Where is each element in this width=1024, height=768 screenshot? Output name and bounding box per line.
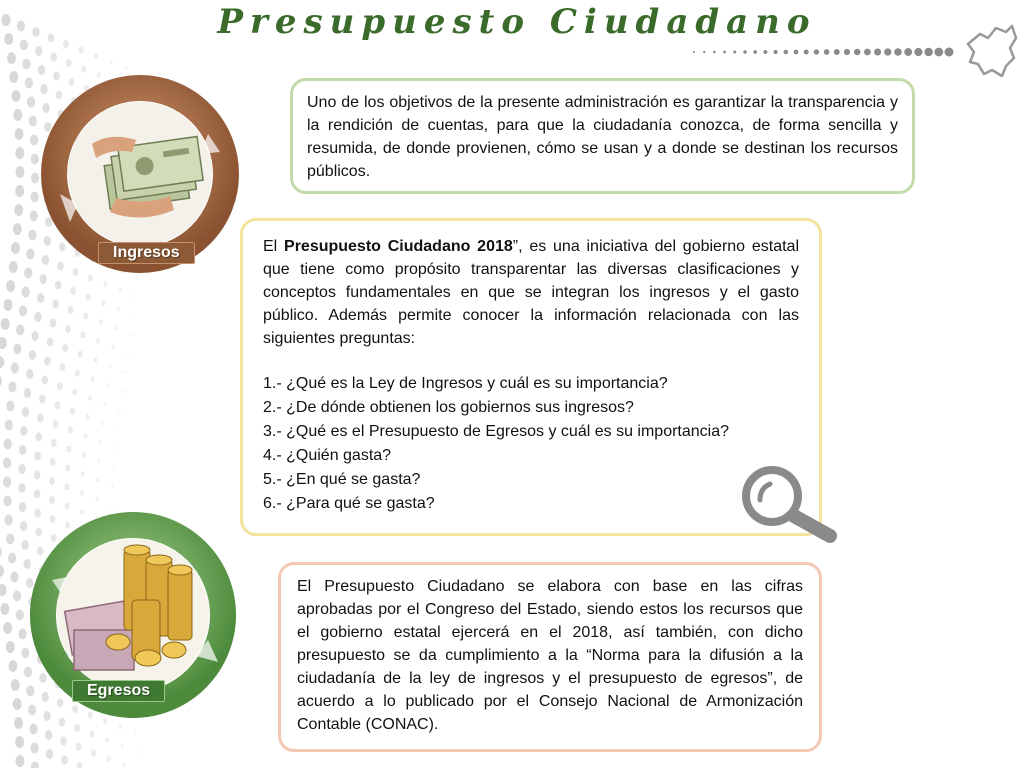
list-item: 2.- ¿De dónde obtienen los gobiernos sus ingresos? [263,399,634,416]
list-item: 6.- ¿Para qué se gasta? [263,495,435,512]
title-dotted-line [690,40,960,60]
questions-list [263,372,799,516]
egresos-label: Egresos [72,680,165,702]
objectives-text: Uno de los objetivos de la presente administración es garantizar la transparencia y la rendición de cuentas, para que la ciudadanía conozca, de forma sencilla y resumida, de donde provienen, cómo se usan y a donde se destinan los recursos públicos. [307,94,898,180]
elaboration-text: El Presupuesto Ciudadano se elabora con base en las cifras aprobadas por el Congreso del Estado, siendo estos los recursos que el gobierno estatal ejercerá en el 2018, así también, con dicho presupuesto se da cumplimiento a la “Norma para la difusión a la ciudadanía de la ley de ingresos y el presupuesto de egresos”, de acuerdo a lo publicado por el Consejo Nacional de Armonización Contable (CONAC). [297,578,803,733]
state-map-icon [962,22,1020,80]
list-item: 4.- ¿Quién gasta? [263,447,392,464]
objectives-box [290,78,915,194]
ingresos-label: Ingresos [98,242,195,264]
elaboration-box [278,562,822,752]
list-item: 1.- ¿Qué es la Ley de Ingresos y cuál es su importancia? [263,375,668,392]
list-item: 5.- ¿En qué se gasta? [263,471,421,488]
intro-bold-title: Presupuesto Ciudadano 2018 [284,238,513,255]
intro-prefix: El [263,238,285,255]
presupuesto-intro [263,235,799,350]
magnifier-icon [738,460,840,544]
page-title: Presupuesto Ciudadano [217,2,817,42]
list-item: 3.- ¿Qué es el Presupuesto de Egresos y cuál es su importancia? [263,423,730,440]
intro-rest: ”, es una iniciativa del gobierno estatal que tiene como propósito transparentar las diversas clasificaciones y conceptos fundamentales en que se integran los ingresos y el gasto público. Además permite conocer la información relacionada con las siguientes preguntas: [263,238,799,347]
presupuesto-info-box [240,218,822,536]
